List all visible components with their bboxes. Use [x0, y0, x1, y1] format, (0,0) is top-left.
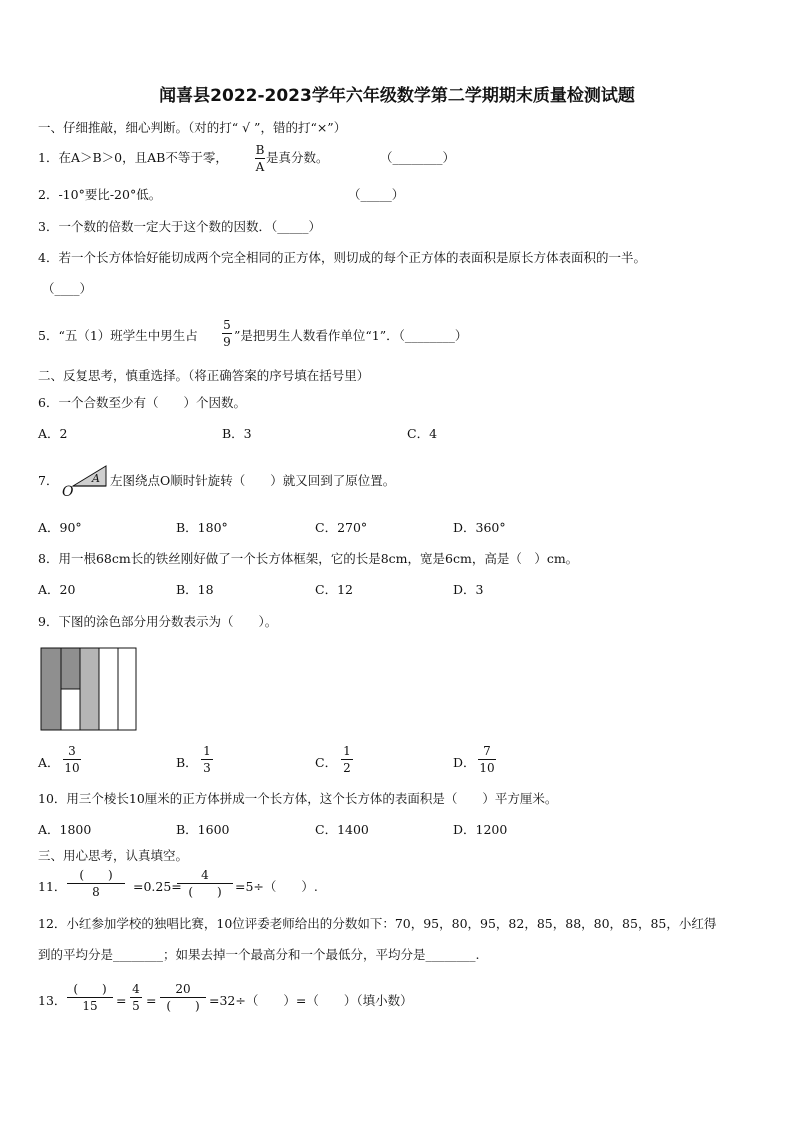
q10-option-c[interactable]: C．1400: [315, 822, 369, 837]
page-title: 闻喜县2022-2023学年六年级数学第二学期期末质量检测试题: [159, 86, 635, 106]
q9-d-denominator: 10: [479, 761, 495, 775]
section-1-heading: 一、仔细推敲，细心判断。（对的打“ √ ”，错的打“×”）: [38, 120, 347, 135]
q9-option-d-label[interactable]: D．: [453, 755, 476, 770]
question-3: 3．一个数的倍数一定大于这个数的因数．（_____）: [38, 219, 321, 234]
q2-bracket[interactable]: （_____）: [348, 187, 405, 202]
q8-option-d[interactable]: D．3: [453, 582, 484, 597]
q7-label-a: A: [92, 472, 100, 485]
q5-post: ”是把男生人数看作单位“1”．（________）: [234, 328, 468, 343]
q9-a-denominator: 10: [64, 761, 80, 775]
q13-eq-2: =: [146, 993, 157, 1008]
q1-bracket[interactable]: （________）: [380, 150, 456, 165]
q8-option-a[interactable]: A．20: [38, 582, 76, 597]
q13-f3-numerator: 20: [175, 982, 191, 996]
q13-fraction-1: [67, 982, 113, 1013]
question-1: [38, 150, 228, 166]
q9-option-c-fraction[interactable]: [341, 744, 353, 775]
q7-option-b[interactable]: B．180°: [176, 520, 228, 535]
q9-c-numerator: 1: [343, 744, 351, 758]
question-6: 6．一个合数至少有（ ）个因数。: [38, 395, 246, 410]
question-7: 左图绕点O顺时针旋转（ ）就又回到了原位置。: [110, 473, 396, 488]
q13-f2-denominator: 5: [132, 999, 140, 1013]
q9-d-numerator: 7: [483, 744, 491, 758]
q5-fraction: [222, 318, 232, 349]
q7-label-o: O: [62, 484, 74, 498]
q9-option-c-label[interactable]: C．: [315, 755, 338, 770]
q13-label: 13．: [38, 993, 67, 1008]
q11-f1-denominator: 8: [92, 885, 100, 899]
q9-a-numerator: 3: [68, 744, 76, 758]
q13-eq-1: =: [116, 993, 127, 1008]
q7-option-c[interactable]: C．270°: [315, 520, 368, 535]
q13-fraction-3: [160, 982, 206, 1013]
q10-option-b[interactable]: B．1600: [176, 822, 230, 837]
question-9: 9．下图的涂色部分用分数表示为（ ）。: [38, 614, 278, 629]
question-12-line-2: 到的平均分是________；如果去掉一个最高分和一个最低分，平均分是________.: [38, 947, 480, 962]
q1-denominator: A: [255, 160, 265, 174]
q13-f1-numerator[interactable]: ( ): [73, 982, 107, 996]
q11-fraction-1: [67, 868, 125, 899]
q9-b-denominator: 3: [203, 761, 211, 775]
q11-middle: =0.25=: [133, 879, 182, 894]
question-5: 5．“五（1）班学生中男生占: [38, 328, 198, 343]
q5-numerator: 5: [223, 318, 231, 332]
q7-number: 7．: [38, 473, 59, 488]
q1-numerator: B: [255, 143, 265, 157]
question-2: 2．-10°要比-20°低。: [38, 187, 162, 202]
q13-post: =32÷（ ）=（ ）（填小数）: [209, 993, 413, 1008]
q9-option-d-fraction[interactable]: [478, 744, 496, 775]
q6-option-c[interactable]: C．4: [407, 426, 438, 441]
question-8: 8．用一根68cm长的铁丝刚好做了一个长方体框架，它的长是8cm，宽是6cm，高是（ ）cm。: [38, 551, 579, 566]
q1-post: 是真分数。: [266, 150, 329, 165]
q13-f1-denominator: 15: [82, 999, 98, 1013]
q11-post: =5÷（ ）.: [235, 879, 318, 894]
q11-f1-numerator[interactable]: ( ): [79, 868, 113, 882]
q9-c-denominator: 2: [343, 761, 351, 775]
q9-option-b-label[interactable]: B．: [176, 755, 198, 770]
section-3-heading: 三、用心思考，认真填空。: [38, 848, 189, 863]
q9-shaded-rectangle: [40, 647, 137, 731]
q13-fraction-2: [130, 982, 142, 1013]
q6-option-b[interactable]: B．3: [222, 426, 252, 441]
q8-option-b[interactable]: B．18: [176, 582, 214, 597]
q13-f3-denominator[interactable]: ( ): [166, 999, 200, 1013]
question-4: 4．若一个长方体恰好能切成两个完全相同的正方体，则切成的每个正方体的表面积是原长方体表面积的一半。: [38, 250, 646, 265]
q9-option-a-fraction[interactable]: [63, 744, 81, 775]
q5-denominator: 9: [223, 335, 231, 349]
q1-fraction: [255, 143, 265, 174]
q7-rotation-figure: [60, 460, 108, 498]
q11-f2-denominator[interactable]: ( ): [188, 885, 222, 899]
q9-b-numerator: 1: [203, 744, 211, 758]
q10-option-d[interactable]: D．1200: [453, 822, 508, 837]
q7-option-d[interactable]: D．360°: [453, 520, 506, 535]
section-2-heading: 二、反复思考，慎重选择。（将正确答案的序号填在括号里）: [38, 368, 370, 383]
q6-option-a[interactable]: A．2: [38, 426, 68, 441]
q11-label: 11．: [38, 879, 67, 894]
q11-fraction-2: [177, 868, 233, 899]
q11-f2-numerator: 4: [201, 868, 209, 882]
question-12-line-1: 12．小红参加学校的独唱比赛，10位评委老师给出的分数如下：70，95，80，95，82，85，88，80，85，85，小红得: [38, 916, 717, 931]
q9-option-a-label[interactable]: A．: [38, 755, 60, 770]
q13-f2-numerator: 4: [132, 982, 140, 996]
q1-text: 1．在A＞B＞0，且AB不等于零，: [38, 150, 228, 165]
q7-option-a[interactable]: A．90°: [38, 520, 82, 535]
q4-bracket[interactable]: （____）: [42, 281, 93, 296]
q10-option-a[interactable]: A．1800: [38, 822, 92, 837]
q9-option-b-fraction[interactable]: [201, 744, 213, 775]
question-10: 10．用三个棱长10厘米的正方体拼成一个长方体，这个长方体的表面积是（ ）平方厘米。: [38, 791, 558, 806]
q8-option-c[interactable]: C．12: [315, 582, 353, 597]
